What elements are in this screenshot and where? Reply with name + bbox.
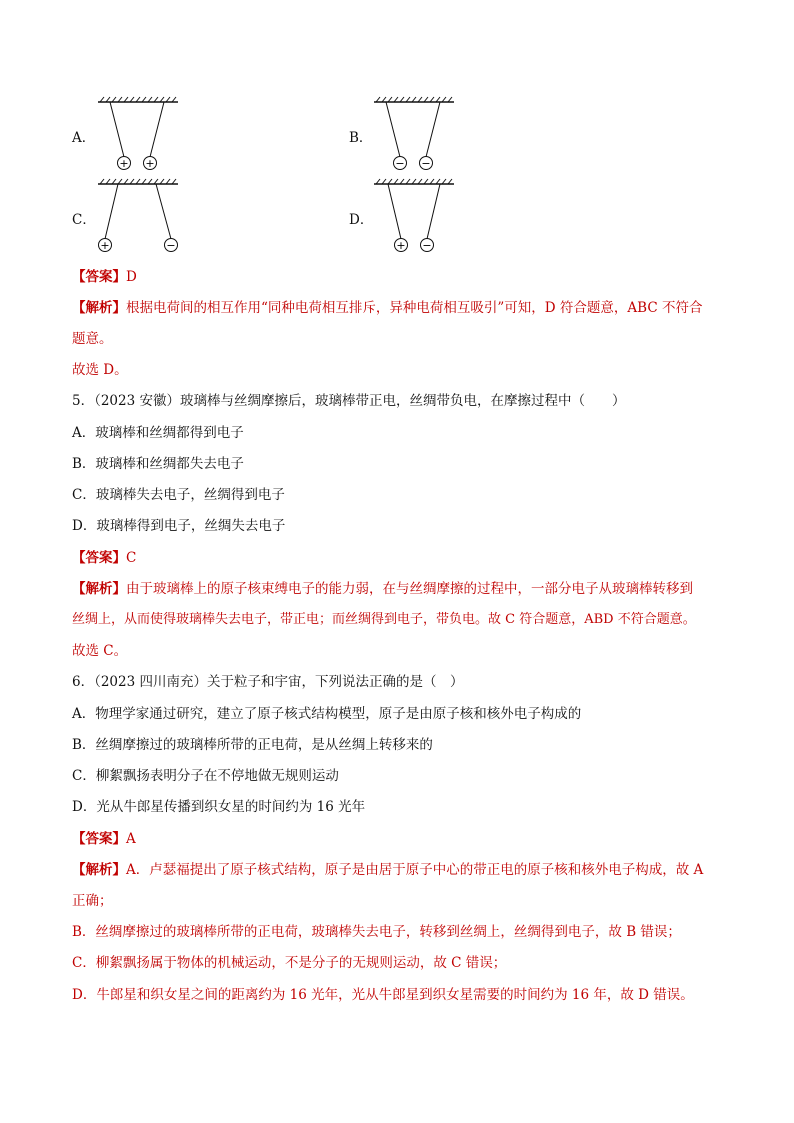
analysis-text: 由于玻璃棒上的原子核束缚电子的能力弱，在与丝绸摩擦的过程中，一部分电子从玻璃棒转移到 <box>126 581 693 597</box>
q4-analysis-line-2: 题意。 <box>72 331 113 347</box>
q5-answer <box>72 548 136 568</box>
q6-option-b: B．丝绸摩擦过的玻璃棒所带的正电荷，是从丝绸上转移来的 <box>72 737 433 753</box>
charge-sign: + <box>119 157 129 170</box>
analysis-tag: 【解析】 <box>72 581 126 597</box>
charge-sign: − <box>166 239 176 252</box>
option-b-label: B． <box>349 130 373 146</box>
q6-option-a: A．物理学家通过研究，建立了原子核式结构模型，原子是由原子核和核外电子构成的 <box>72 706 582 722</box>
q5-option-d: D．玻璃棒得到电子，丝绸失去电子 <box>72 518 286 534</box>
analysis-text: A．卢瑟福提出了原子核式结构，原子是由居于原子中心的带正电的原子核和核外电子构成，故 A <box>126 862 704 878</box>
q5-option-c: C．玻璃棒失去电子，丝绸得到电子 <box>72 487 285 503</box>
q5-analysis-line-2: 丝绸上，从而使得玻璃棒失去电子，带正电；而丝绸得到电子，带负电。故 C 符合题意，ABD 不符合题意。 <box>72 612 696 627</box>
q6-answer <box>72 829 136 849</box>
diagram-b <box>366 96 466 176</box>
q6-option-c: C．柳絮飘扬表明分子在不停地做无规则运动 <box>72 768 339 784</box>
option-c-label: C． <box>72 212 96 228</box>
option-a-label: A． <box>72 130 96 146</box>
diagram-d <box>366 178 466 258</box>
q6-analysis-line-1 <box>72 860 703 880</box>
diagram-a <box>90 96 190 176</box>
q6-analysis-line-3: B．丝绸摩擦过的玻璃棒所带的正电荷，玻璃棒失去电子，转移到丝绸上，丝绸得到电子，故 B 错误； <box>72 924 681 940</box>
diagram-c <box>90 178 190 258</box>
charge-sign: − <box>422 239 432 252</box>
answer-value: D <box>126 269 137 285</box>
q6-analysis-line-4: C．柳絮飘扬属于物体的机械运动，不是分子的无规则运动，故 C 错误； <box>72 955 507 971</box>
q4-conclusion: 故选 D。 <box>72 362 128 378</box>
q4-answer <box>72 267 137 287</box>
option-d-label: D． <box>349 212 374 228</box>
analysis-tag: 【解析】 <box>72 300 126 316</box>
analysis-tag: 【解析】 <box>72 862 126 878</box>
charge-sign: + <box>100 239 110 252</box>
q5-option-a: A．玻璃棒和丝绸都得到电子 <box>72 425 244 441</box>
q6-analysis-line-5: D．牛郎星和织女星之间的距离约为 16 光年，光从牛郎星到织女星需要的时间约为 16 年，故 D 错误。 <box>72 987 694 1003</box>
answer-value: C <box>126 550 137 566</box>
charge-sign: − <box>421 157 431 170</box>
charge-sign: + <box>145 157 155 170</box>
q5-analysis-line-1 <box>72 579 693 599</box>
q6-stem: 6．（2023 四川南充）关于粒子和宇宙，下列说法正确的是（ ） <box>72 674 464 690</box>
answer-value: A <box>126 831 136 847</box>
q5-option-b: B．玻璃棒和丝绸都失去电子 <box>72 456 244 472</box>
q5-stem: 5．（2023 安徽）玻璃棒与丝绸摩擦后，玻璃棒带正电，丝绸带负电，在摩擦过程中（ ） <box>72 393 626 409</box>
q5-conclusion: 故选 C。 <box>72 643 128 659</box>
answer-tag: 【答案】 <box>72 550 126 566</box>
answer-tag: 【答案】 <box>72 831 126 847</box>
answer-tag: 【答案】 <box>72 269 126 285</box>
analysis-text: 根据电荷间的相互作用“同种电荷相互排斥，异种电荷相互吸引”可知，D 符合题意，ABC 不符合 <box>126 300 703 316</box>
charge-sign: − <box>395 157 405 170</box>
q4-analysis-line-1 <box>72 298 702 318</box>
q6-analysis-line-2: 正确； <box>72 893 113 909</box>
charge-sign: + <box>396 239 406 252</box>
q6-option-d: D．光从牛郎星传播到织女星的时间约为 16 光年 <box>72 799 366 815</box>
